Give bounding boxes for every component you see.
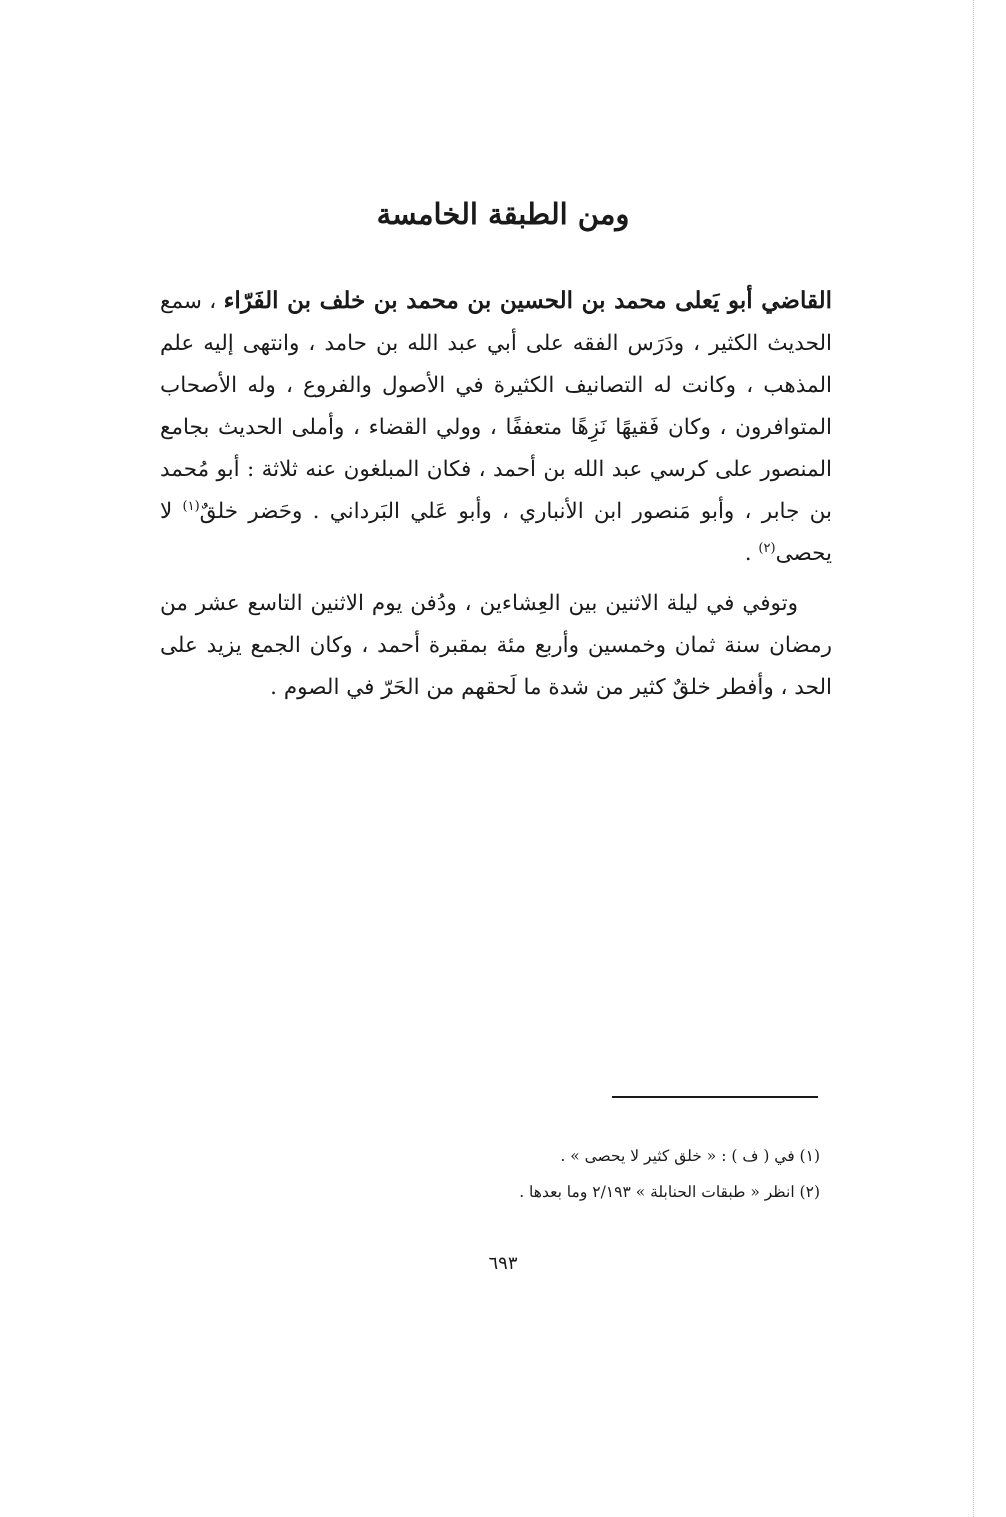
- paragraph-death: وتوفي في ليلة الاثنين بين العِشاءين ، ودُفن يوم الاثنين التاسع عشر من رمضان سنة ثمان وخمسين وأربع مئة بمقبرة أحمد ، وكان الجمع يزيد على الحد ، وأفطر خلقٌ كثير من شدة ما لَحقهم من الحَرّ في الصوم .: [160, 591, 832, 700]
- page-number: ٦٩٣: [488, 1253, 518, 1274]
- main-text: [160, 280, 832, 709]
- footnote-2: (٢) انظر « طبقات الحنابلة » ٢/١٩٣ وما بعدها .: [519, 1183, 820, 1201]
- footnotes: [360, 1138, 820, 1210]
- section-title: ومن الطبقة الخامسة: [376, 197, 630, 231]
- paragraph-text-part: لا يحصى: [160, 499, 832, 566]
- footnote-reference-2[interactable]: (٢): [758, 540, 776, 556]
- paragraph-text-part: ، سمع الحديث الكثير ، ودَرَس الفقه على أبي عبد الله بن حامد ، وانتهى إليه علم المذهب ، وكانت له التصانيف الكثيرة في الأصول والفروع ، وله الأصحاب المتوافرون ، وكان فَقيهًا نَزِهًا متعففًا ، وولي القضاء ، وأملى الحديث بجامع المنصور على كرسي عبد الله بن أحمد ، فكان المبلغون عنه ثلاثة : أبو مُحمد بن جابر ، وأبو مَنصور ابن الأنباري ، وأبو عَلي البَرداني . وحَضر خلقٌ: [160, 289, 832, 524]
- footnote-separator: [612, 1096, 818, 1098]
- paragraph-biography: [160, 280, 832, 575]
- subject-name: القاضي أبو يَعلى محمد بن الحسين بن محمد بن خلف بن الفَرّاء: [223, 287, 832, 314]
- scan-edge-line: [973, 0, 974, 1517]
- footnote-1: (١) في ( ف ) : « خلق كثير لا يحصى » .: [560, 1147, 820, 1165]
- footnote-reference-1[interactable]: (١): [182, 498, 200, 514]
- paragraph-text-part: .: [744, 541, 759, 566]
